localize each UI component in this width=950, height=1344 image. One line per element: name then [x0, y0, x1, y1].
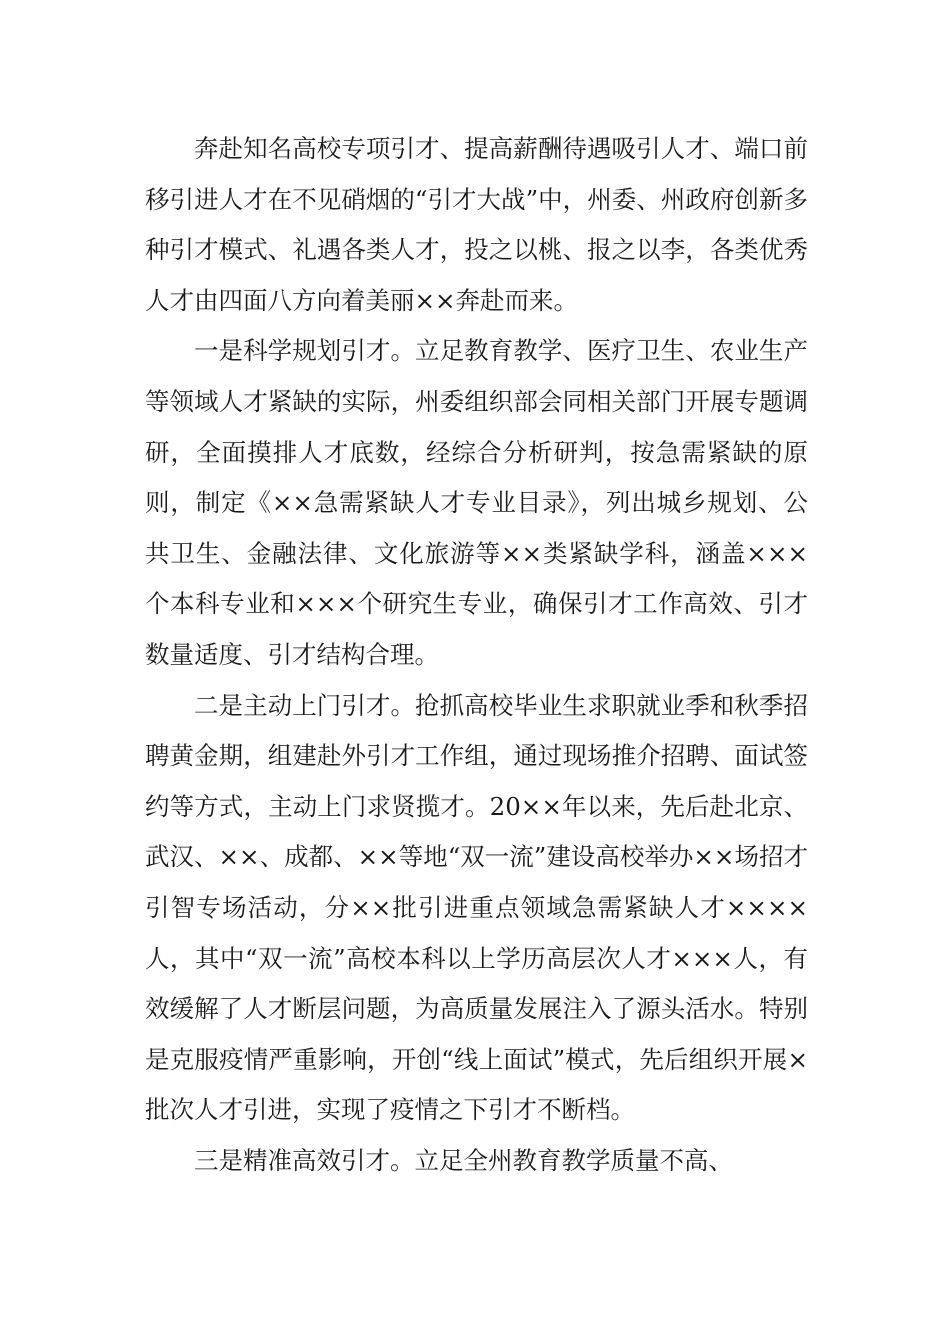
- paragraph-precise-recruitment: 三是精准高效引才。立足全州教育教学质量不高、: [194, 1145, 733, 1175]
- paragraph-active-recruitment: 二是主动上门引才。抢抓高校毕业生求职就业季和秋季招聘黄金期，组建赴外引才工作组，通过现场推介招聘、面试签约等方式，主动上门求贤揽才。20××年以来，先后赴北京、武汉、××、成都、××等地“双一流”建设高校举办××场招才引智专场活动，分××批引进重点领域急需紧缺人才××××人，其中“双一流”高校本科以上学历高层次人才×××人，有效缓解了人才断层问题，为高质量发展注入了源头活水。特别是克服疫情严重影响，开创“线上面试”模式，先后组织开展×批次人才引进，实现了疫情之下引才不断档。: [145, 690, 808, 1125]
- paragraph-scientific-planning: 一是科学规划引才。立足教育教学、医疗卫生、农业生产等领域人才紧缺的实际，州委组织部会同相关部门开展专题调研，全面摸排人才底数，经综合分析研判，按急需紧缺的原则，制定《××急需紧缺人才专业目录》，列出城乡规划、公共卫生、金融法律、文化旅游等××类紧缺学科，涵盖×××个本科专业和×××个研究生专业，确保引才工作高效、引才数量适度、引才结构合理。: [145, 336, 808, 669]
- document-body: [145, 124, 808, 1186]
- paragraph-intro: 奔赴知名高校专项引才、提高薪酬待遇吸引人才、端口前移引进人才在不见硝烟的“引才大战”中，州委、州政府创新多种引才模式、礼遇各类人才，投之以桃、报之以李，各类优秀人才由四面八方向着美丽××奔赴而来。: [145, 134, 808, 315]
